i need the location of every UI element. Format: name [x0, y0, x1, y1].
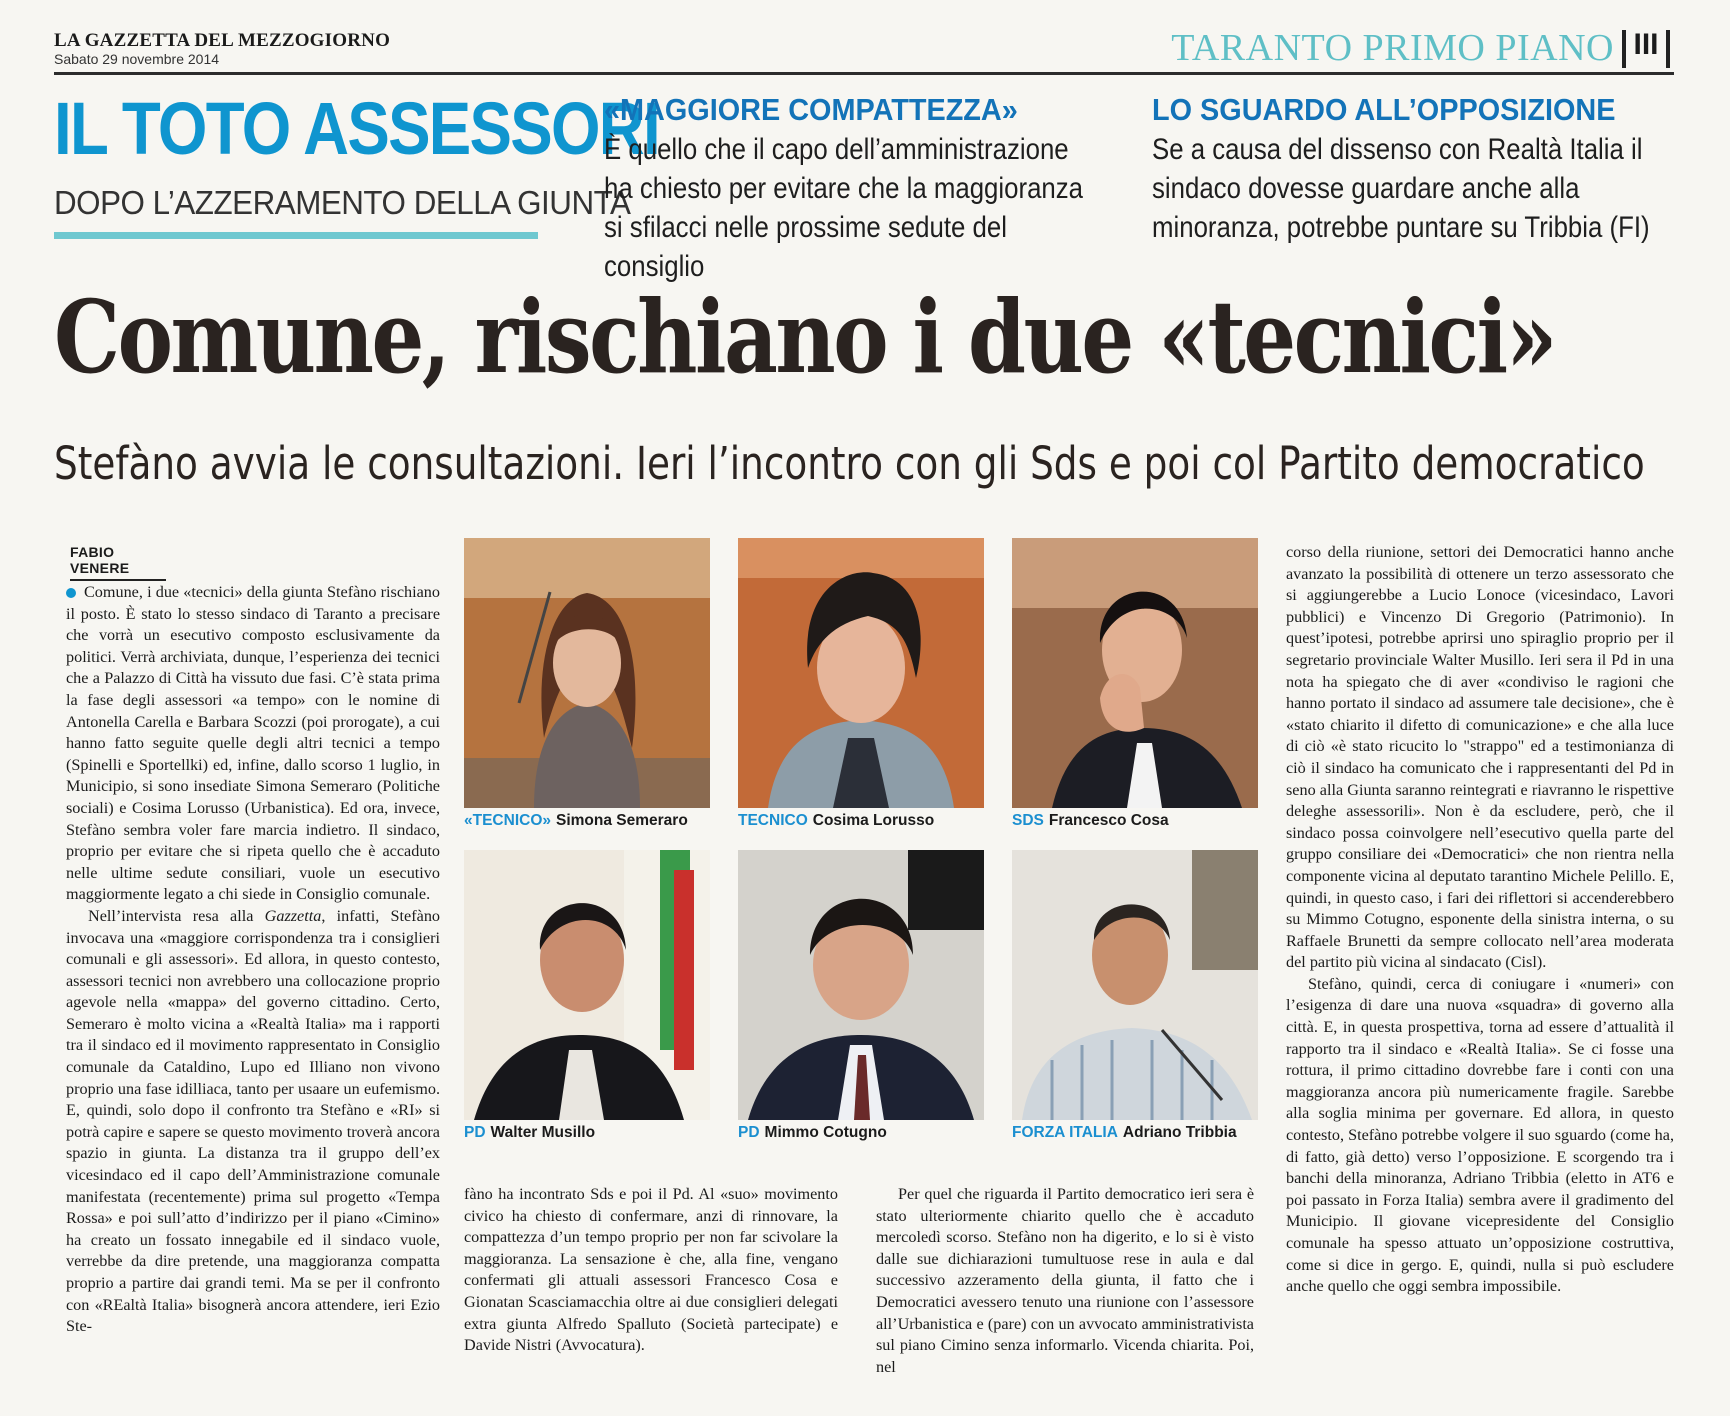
photo-cosima-lorusso [738, 538, 984, 808]
headline: Comune, rischiano i due «tecnici» [54, 278, 1556, 396]
photo-walter-musillo [464, 850, 710, 1120]
issue-date: Sabato 29 novembre 2014 [54, 51, 220, 67]
page-number: III [1633, 28, 1659, 61]
party-tag: «TECNICO» [464, 812, 551, 829]
side-box-title-1: «MAGGIORE COMPATTEZZA» [604, 92, 1018, 127]
header-rule [54, 72, 1674, 75]
article-text: , infatti, Stefàno invocava una «maggiore corrispondenza tra i consiglieri comunali e gli assessori». Ed allora, in questo contesto, assessori tecnici non avrebbero una collocazione proprio agevole nella «mappa» del governo cittadino. Certo, Semeraro è molto vicina a «Realtà Italia» ma i rapporti tra il sindaco ed il movimento rappresentato in Consiglio comunale da Cataldino, Lupo ed Illiano non vivono proprio una fase idilliaca, tanto per usaare un eufemismo. E, quindi, solo dopo il confronto tra Stefàno e «RI» si potrà capire e sapere se questo movimento troverà ancora spazio in giunta. La distanza tra il gruppo dell’ex vicesindaco ed il capo dell’Amministrazione comunale manifestata (recentemente) prima sul progetto «Tempa Rossa» e poi sull’atto d’indirizzo per il piano «Cimino» ha creato un fossato innegabile ed il sindaco vuole, verrebbe da dire pretende, una maggioranza compatta proprio a partire dai grandi temi. Ma se per il confronto con «REaltà Italia» bisognerà ancora attendere, ieri Ezio Ste- [66, 906, 441, 1336]
party-tag: PD [738, 1124, 760, 1141]
party-tag: TECNICO [738, 812, 808, 829]
person-name: Simona Semeraro [556, 812, 688, 829]
author-byline: FABIO VENERE [70, 544, 166, 581]
person-name: Walter Musillo [490, 1124, 596, 1141]
photo-caption-2 [738, 812, 934, 830]
article-paragraph [66, 582, 440, 906]
photo-mimmo-cotugno [738, 850, 984, 1120]
kicker-title: IL TOTO ASSESSORI [54, 87, 659, 170]
kicker-underline [54, 232, 538, 239]
article-text: Nell’intervista resa alla [88, 906, 265, 925]
kicker-subtitle: DOPO L’AZZERAMENTO DELLA GIUNTA [54, 184, 631, 221]
article-text: Comune, i due «tecnici» della giunta Stefàno rischiano il posto. È stato lo stesso sindaco di Taranto a precisare che vorrà un esecutivo composto esclusivamente da politici. Verrà archiviata, dunque, l’esperienza dei tecnici che a Palazzo di Città ha vissuto due fasi. C’è stata prima la fase degli assessori «a tempo» con le nomine di Antonella Carella e Barbara Scozzi (poi prorogate), a cui hanno fatto seguite quelle degli altri tecnici a tempo (Spinelli e Sportellki) ed, infine, dallo scorso 1 luglio, in Municipio, si sono insediate Simona Semeraro (Politiche sociali) e Cosima Lorusso (Urbanistica). Ed ora, invece, Stefàno sembra voler fare marcia indietro. Il sindaco, proprio per evitare che si ripeta quello che è accaduto nelle ultime sedute consiliari, vuole un esecutivo maggiormente legato a chi siede in Consiglio comunale. [66, 583, 440, 904]
party-tag: SDS [1012, 812, 1044, 829]
party-tag: PD [464, 1124, 486, 1141]
article-column-1 [66, 582, 440, 1382]
article-paragraph: Per quel che riguarda il Partito democratico ieri sera è stato ulteriormente chiarito quello che è accaduto mercoledì scorso. Stefàno non ha digerito, e lo si è visto dalle sue dichiarazioni tumultuose rese in aula e dal successivo azzeramento della giunta, il fatto che i Democratici avessero tenuto una riunione con l’assessore all’Urbanistica e (pare) con un avvocato amministrativista sul piano Cimino senza informarlo. Vicenda chiarita. Poi, nel [876, 1185, 1254, 1376]
masthead: LA GAZZETTA DEL MEZZOGIORNO [54, 30, 391, 51]
subheadline: Stefàno avvia le consultazioni. Ieri l’incontro con gli Sds e poi col Partito democratico [54, 437, 1645, 490]
newspaper-name: Gazzetta [264, 906, 322, 925]
person-name: Francesco Cosa [1048, 812, 1169, 829]
article-paragraph [66, 906, 440, 1338]
side-box-title-2: LO SGUARDO ALL’OPPOSIZIONE [1152, 92, 1616, 127]
photo-adriano-tribbia [1012, 850, 1258, 1120]
bullet-icon [66, 588, 76, 598]
photo-caption-5 [738, 1124, 887, 1142]
article-column-4 [1286, 542, 1674, 1298]
photo-caption-4 [464, 1124, 595, 1142]
photo-caption-6 [1012, 1124, 1237, 1142]
article-column-2 [464, 1184, 838, 1357]
party-tag: FORZA ITALIA [1012, 1124, 1118, 1141]
person-name: Mimmo Cotugno [764, 1124, 887, 1141]
side-box-text-1: È quello che il capo dell’amministrazione ha chiesto per evitare che la maggioranza si sfilacci nelle prossime sedute del consiglio [604, 133, 1084, 283]
person-name: Cosima Lorusso [812, 812, 935, 829]
article-paragraph: Stefàno, quindi, cerca di coniugare i «numeri» con l’esigenza di dare una nuova «squadra» di governo alla città. E, in questa prospettiva, torna ad essere d’attualità il rapporto tra il sindaco e «Realtà Italia». Se ci fosse una rottura, il primo cittadino dovrebbe fare i conti con una maggioranza ancora più numericamente fragile. Sarebbe alla soglia minima per governare. Ed allora, in questo contesto, Stefàno potrebbe volgere il suo sguardo (come ha, di fatto, già detto) verso l’opposizione. E scorgendo tra i banchi della minoranza, Adriano Tribbia (eletto in AT6 e poi passato in Forza Italia) sembra avere il gradimento del Municipio. Il giovane vicepresidente del Consiglio comunale ha spesso attuato un’opposizione costruttiva, come si dice in gergo. E, quindi, nulla si può escludere anche quello che oggi sembra impossibile. [1286, 974, 1674, 1296]
photo-caption-3 [1012, 812, 1169, 830]
photo-caption-1 [464, 812, 688, 830]
article-paragraph: fàno ha incontrato Sds e poi il Pd. Al «suo» movimento civico ha chiesto di confermare, anzi di rinnovare, la compattezza d’un tempo proprio per non far scivolare la maggioranza. La sensazione è che, alla fine, vengano confermati gli attuali assessori Francesco Cosa e Gionatan Scasciamacchia oltre ai due consiglieri delegati extra giunta Alfredo Spalluto (Società partecipate) e Davide Nistri (Avvocatura). [464, 1185, 838, 1355]
photo-simona-semeraro [464, 538, 710, 808]
section-name: TARANTO PRIMO PIANO [1171, 27, 1614, 69]
side-box-text-2: Se a causa del dissenso con Realtà Italia il sindaco dovesse guardare anche alla minoranza, potrebbe puntare su Tribbia (FI) [1152, 133, 1650, 244]
photo-francesco-cosa [1012, 538, 1258, 808]
person-name: Adriano Tribbia [1122, 1124, 1237, 1141]
article-column-3 [876, 1184, 1254, 1378]
article-paragraph: corso della riunione, settori dei Democratici hanno anche avanzato la possibilità di ottenere un terzo assessorato che si aggiungerebbe a Lucio Lonoce (vicesindaco, Lavori pubblici) e Vincenzo Di Gregorio (Patrimonio). In quest’ipotesi, potrebbe aprirsi uno spiraglio proprio per il segretario provinciale Walter Musillo. Ieri sera il Pd in una nota ha spiegato che di aver «condiviso le ragioni che hanno portato il sindaco ad assumere tale decisione», che è «stato chiarito il difetto di comunicazione» e che alla luce di ciò «è stato ricucito lo "strappo" ed a testimonianza di ciò il sindaco ha comunicato che i rappresentanti del Pd in seno alla Giunta saranno reintegrati e riavranno le rispettive deleghe assessorili». Non è da escludere, però, che il sindaco possa coinvolgere nell’esecutivo quella parte del gruppo consiliare dei «Democratici» che non rientra nella componente vicina al deputato tarantino Michele Pelillo. E, quindi, in questo caso, i fari dei riflettori si accenderebbero su Mimmo Cotugno, esponente della sinistra interna, o su Raffaele Brunetti da sempre collocato nell’area moderata del partito più vicina al sindacato (Cisl). [1286, 543, 1674, 972]
